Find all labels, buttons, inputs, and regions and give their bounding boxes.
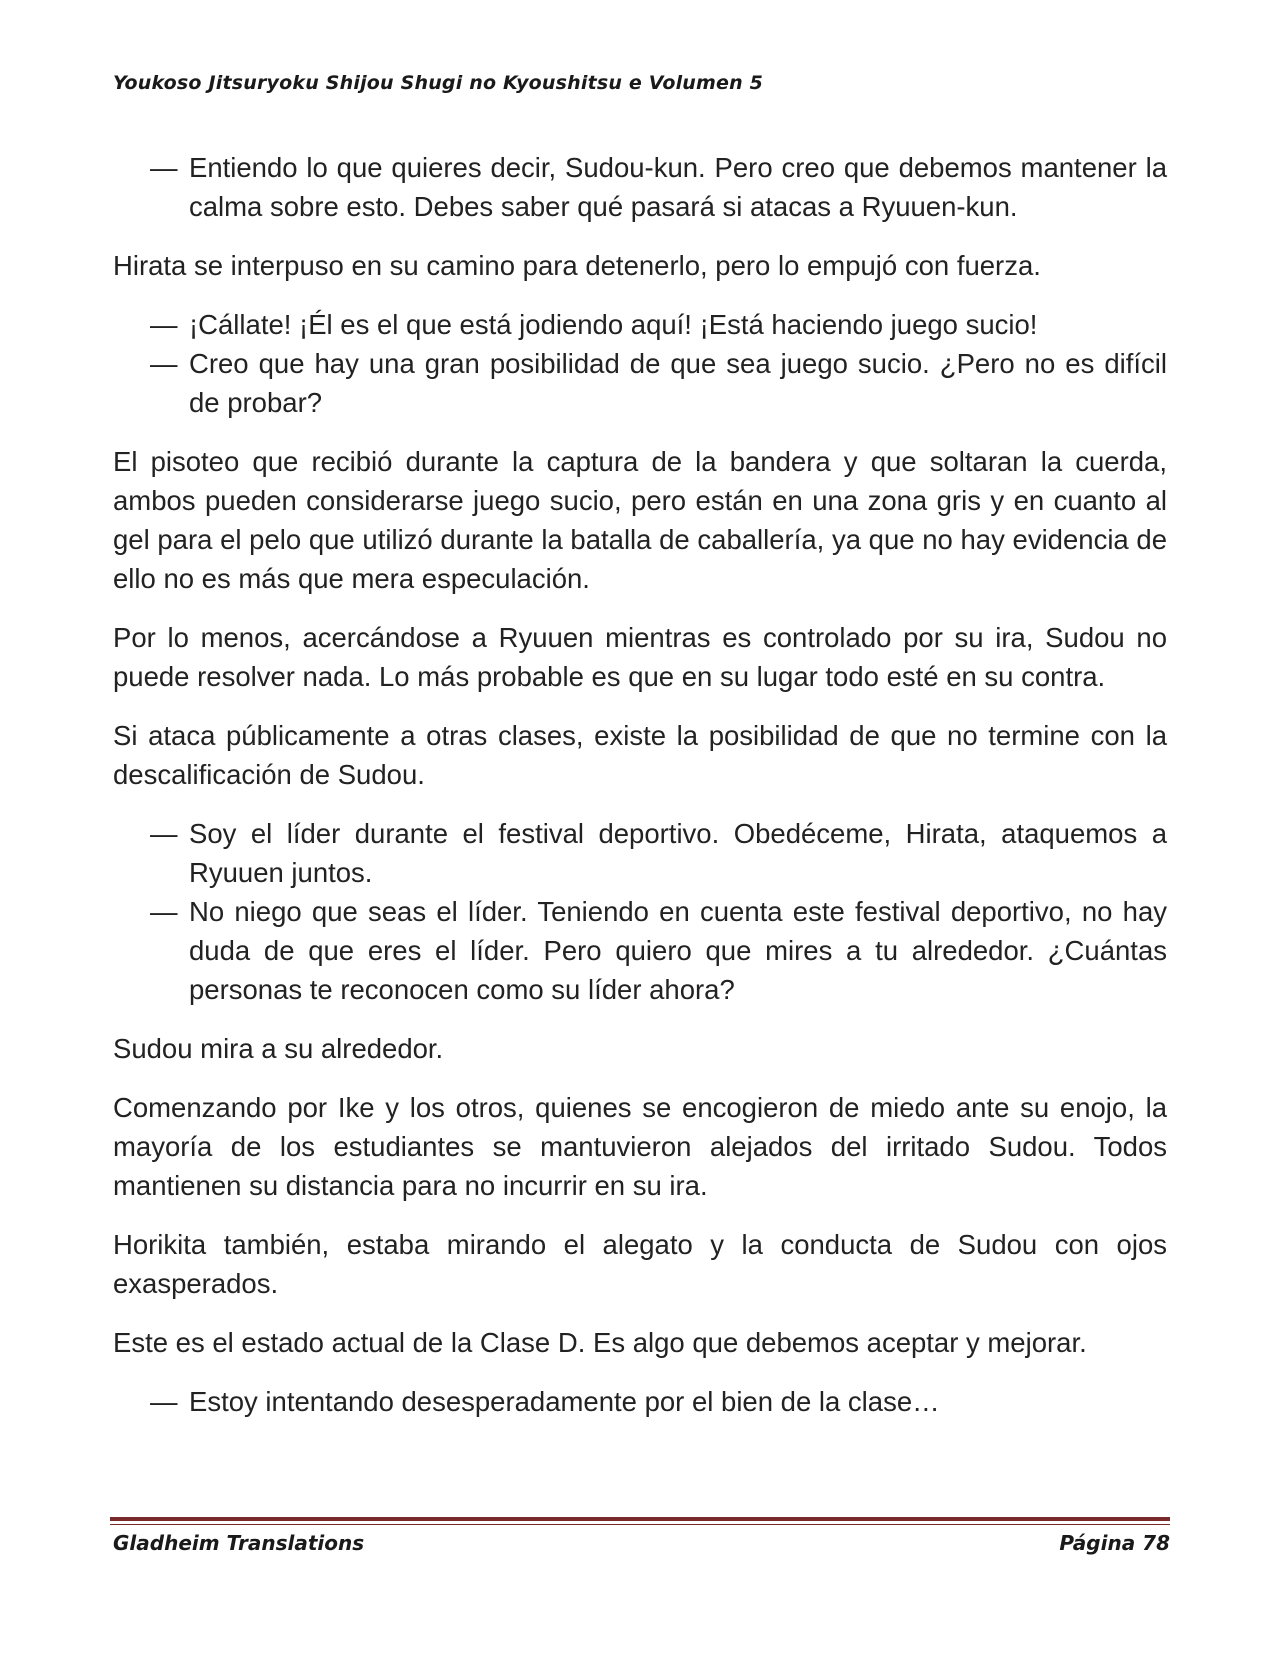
dialogue-dash: — [150,309,178,340]
dialogue-line [113,148,1167,226]
dialogue-text: Soy el líder durante el festival deportivo. Obedéceme, Hirata, ataquemos a Ryuuen juntos. [189,818,1167,888]
dialogue-text: Entiendo lo que quieres decir, Sudou-kun. Pero creo que debemos mantener la calma sobre esto. Debes saber qué pasará si atacas a Ryuuen-kun. [189,152,1167,222]
dialogue-line [113,305,1167,344]
dialogue-line [113,1382,1167,1421]
paragraph: El pisoteo que recibió durante la captura de la bandera y que soltaran la cuerda, ambos pueden considerarse juego sucio, pero están en una zona gris y en cuanto al gel para el pelo que utilizó durante la batalla de caballería, ya que no hay evidencia de ello no es más que mera especulación. [113,446,1167,594]
dialogue-group [113,148,1167,226]
footer-divider [110,1517,1170,1521]
footer-page-number: Página 78 [1059,1531,1170,1555]
dialogue-dash: — [150,896,178,927]
dialogue-text: No niego que seas el líder. Teniendo en cuenta este festival deportivo, no hay duda de que eres el líder. Pero quiero que mires a tu alrededor. ¿Cuántas personas te reconocen como su líder ahora? [189,896,1167,1005]
dialogue-group [113,305,1167,422]
dialogue-text: Creo que hay una gran posibilidad de que sea juego sucio. ¿Pero no es difícil de probar? [189,348,1167,418]
dialogue-text: Estoy intentando desesperadamente por el bien de la clase… [189,1386,940,1417]
dialogue-dash: — [150,152,178,183]
dialogue-line [113,892,1167,1009]
dialogue-group [113,1382,1167,1421]
paragraph: Comenzando por Ike y los otros, quienes se encogieron de miedo ante su enojo, la mayoría de los estudiantes se mantuvieron alejados del irritado Sudou. Todos mantienen su distancia para no incurrir en su ira. [113,1092,1167,1201]
dialogue-text: ¡Cállate! ¡Él es el que está jodiendo aquí! ¡Está haciendo juego sucio! [189,309,1038,340]
page-header-title: Youkoso Jitsuryoku Shijou Shugi no Kyoushitsu e Volumen 5 [113,72,764,94]
paragraph: Si ataca públicamente a otras clases, existe la posibilidad de que no termine con la descalificación de Sudou. [113,720,1167,790]
footer-divider-thin [110,1524,1170,1525]
dialogue-group [113,814,1167,1009]
paragraph: Horikita también, estaba mirando el alegato y la conducta de Sudou con ojos exasperados. [113,1229,1167,1299]
paragraph: Por lo menos, acercándose a Ryuuen mientras es controlado por su ira, Sudou no puede resolver nada. Lo más probable es que en su lugar todo esté en su contra. [113,622,1167,692]
dialogue-dash: — [150,348,178,379]
dialogue-dash: — [150,818,178,849]
paragraph: Hirata se interpuso en su camino para detenerlo, pero lo empujó con fuerza. [113,250,1041,281]
paragraph: Sudou mira a su alrededor. [113,1033,444,1064]
paragraph: Este es el estado actual de la Clase D. Es algo que debemos aceptar y mejorar. [113,1327,1087,1358]
page-body [113,148,1167,1441]
footer-translator-credit: Gladheim Translations [113,1531,365,1555]
dialogue-line [113,344,1167,422]
dialogue-line [113,814,1167,892]
dialogue-dash: — [150,1386,178,1417]
